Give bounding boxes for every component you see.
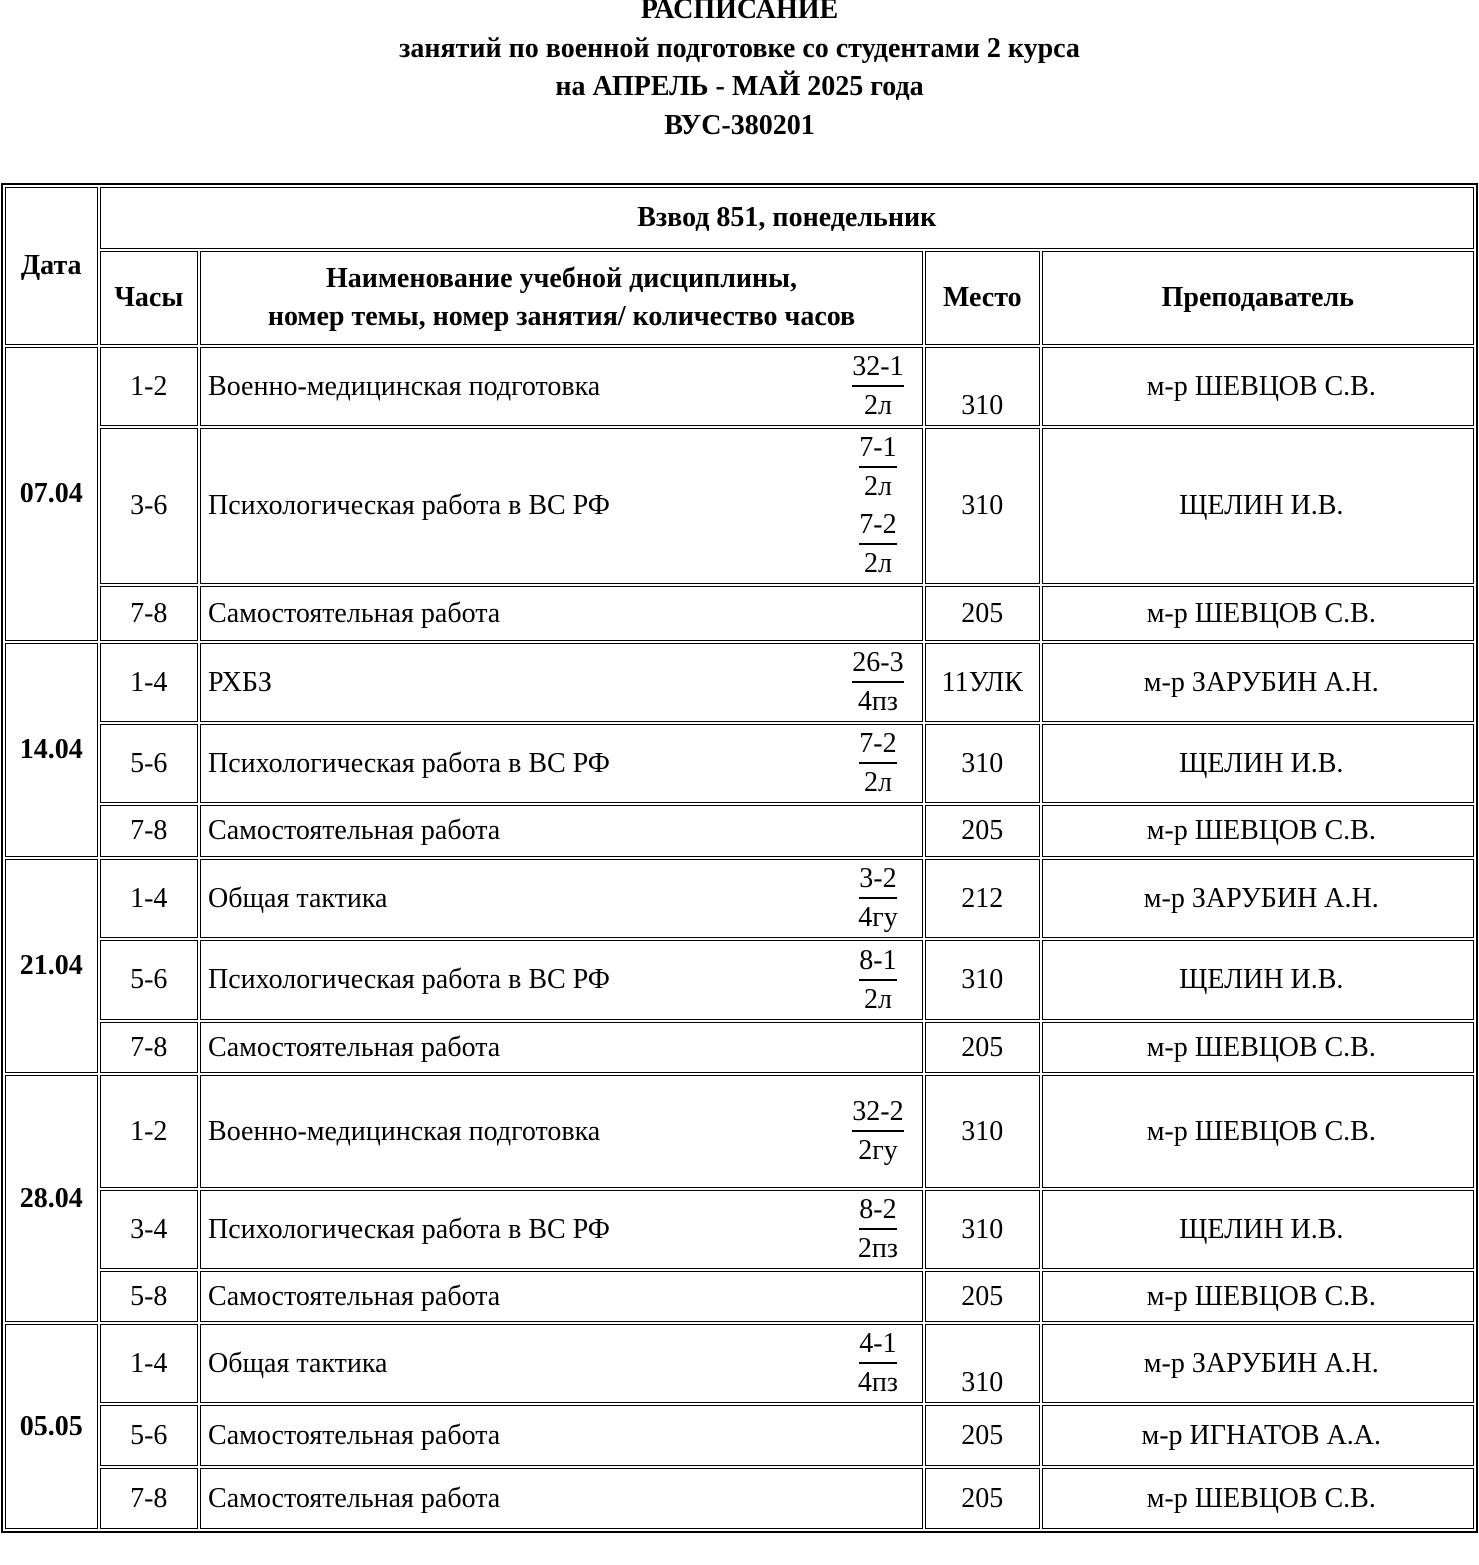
lesson-codes — [834, 644, 922, 721]
discipline-header-line2: номер темы, номер занятия/ количество часов — [267, 301, 856, 332]
schedule-table — [1, 183, 1478, 1533]
hours-cell: 1-2 — [100, 1075, 199, 1188]
discipline-name: Психологическая работа в ВС РФ — [208, 747, 610, 779]
table-row — [5, 859, 1474, 938]
table-row — [5, 347, 1474, 426]
teacher-cell: ЩЕЛИН И.В. — [1042, 428, 1474, 584]
lesson-codes — [834, 429, 922, 583]
discipline-name: Самостоятельная работа — [208, 1482, 501, 1514]
topic-lesson-number: 32-2 — [852, 1094, 903, 1132]
column-header-date: Дата — [5, 187, 98, 345]
lesson-codes — [834, 725, 922, 802]
table-row — [5, 1405, 1474, 1466]
discipline-name: Общая тактика — [208, 1347, 388, 1379]
hours-cell: 7-8 — [100, 805, 199, 857]
teacher-cell: м-р ЗАРУБИН А.Н. — [1042, 643, 1474, 722]
hours-cell: 5-6 — [100, 1405, 199, 1466]
document-heading — [0, 0, 1479, 145]
place-cell: 310 — [925, 1324, 1040, 1403]
discipline-cell — [200, 1075, 923, 1188]
discipline-cell — [200, 805, 923, 857]
teacher-cell: м-р ШЕВЦОВ С.В. — [1042, 1271, 1474, 1322]
place-cell: 310 — [925, 724, 1040, 803]
date-cell: 28.04 — [5, 1075, 98, 1322]
discipline-cell — [200, 347, 923, 426]
discipline-cell — [200, 1190, 923, 1269]
discipline-cell — [200, 586, 923, 641]
discipline-cell — [200, 1405, 923, 1466]
hours-cell: 1-4 — [100, 859, 199, 938]
lesson-codes — [834, 1191, 922, 1268]
heading-specialty: ВУС-380201 — [664, 109, 815, 141]
date-cell: 21.04 — [5, 859, 98, 1073]
table-row — [5, 586, 1474, 641]
table-row — [5, 1075, 1474, 1188]
table-row — [5, 1468, 1474, 1529]
table-row — [5, 724, 1474, 803]
place-cell: 310 — [925, 1075, 1040, 1188]
discipline-name: Самостоятельная работа — [208, 1280, 501, 1312]
table-row — [5, 1271, 1474, 1322]
place-cell: 212 — [925, 859, 1040, 938]
hours-type: 4гу — [858, 902, 898, 933]
discipline-cell — [200, 428, 923, 584]
hours-cell: 3-4 — [100, 1190, 199, 1269]
hours-cell: 1-2 — [100, 347, 199, 426]
topic-lesson-number: 4-1 — [859, 1326, 896, 1364]
lesson-codes — [834, 1093, 922, 1170]
hours-cell: 1-4 — [100, 1324, 199, 1403]
place-cell: 205 — [925, 1405, 1040, 1466]
hours-type: 4пз — [857, 686, 898, 717]
discipline-cell — [200, 859, 923, 938]
discipline-name: Военно-медицинская подготовка — [208, 1115, 601, 1147]
teacher-cell: м-р ШЕВЦОВ С.В. — [1042, 586, 1474, 641]
teacher-cell: ЩЕЛИН И.В. — [1042, 1190, 1474, 1269]
discipline-name: Общая тактика — [208, 882, 388, 914]
teacher-cell: ЩЕЛИН И.В. — [1042, 724, 1474, 803]
column-header-hours: Часы — [100, 251, 199, 345]
teacher-cell: м-р ШЕВЦОВ С.В. — [1042, 805, 1474, 857]
place-cell: 205 — [925, 1271, 1040, 1322]
place-cell: 310 — [925, 1190, 1040, 1269]
discipline-name: Самостоятельная работа — [208, 1031, 501, 1063]
topic-lesson-number: 32-1 — [852, 349, 903, 387]
discipline-cell — [200, 1324, 923, 1403]
platoon-header: Взвод 851, понедельник — [100, 187, 1475, 249]
teacher-cell: м-р ШЕВЦОВ С.В. — [1042, 1075, 1474, 1188]
hours-cell: 5-6 — [100, 724, 199, 803]
place-cell: 205 — [925, 1022, 1040, 1073]
hours-cell: 7-8 — [100, 1468, 199, 1529]
hours-type: 2л — [863, 983, 892, 1015]
topic-lesson-number: 7-1 — [859, 430, 896, 468]
hours-type: 2л — [863, 390, 892, 421]
discipline-cell — [200, 643, 923, 722]
table-row — [5, 805, 1474, 857]
discipline-name: Психологическая работа в ВС РФ — [208, 964, 610, 996]
discipline-name: Самостоятельная работа — [208, 1419, 501, 1451]
hours-type: 2гу — [858, 1135, 898, 1166]
column-header-discipline — [200, 251, 923, 345]
teacher-cell: ЩЕЛИН И.В. — [1042, 940, 1474, 1020]
teacher-cell: м-р ШЕВЦОВ С.В. — [1042, 1468, 1474, 1529]
lesson-codes — [834, 942, 922, 1019]
table-row — [5, 428, 1474, 584]
place-cell: 310 — [925, 428, 1040, 584]
place-cell: 11УЛК — [925, 643, 1040, 722]
hours-type: 2л — [863, 548, 892, 579]
table-row — [5, 643, 1474, 722]
table-row — [5, 1324, 1474, 1403]
discipline-cell — [200, 724, 923, 803]
schedule-body — [5, 347, 1474, 1529]
hours-type: 2л — [863, 471, 892, 502]
topic-lesson-number: 7-2 — [859, 507, 896, 545]
hours-cell: 3-6 — [100, 428, 199, 584]
lesson-codes — [834, 860, 922, 937]
discipline-cell — [200, 940, 923, 1020]
teacher-cell: м-р ЗАРУБИН А.Н. — [1042, 859, 1474, 938]
hours-type: 4пз — [857, 1367, 898, 1398]
table-row — [5, 1022, 1474, 1073]
date-cell: 05.05 — [5, 1324, 98, 1529]
topic-lesson-number: 26-3 — [852, 645, 903, 683]
topic-lesson-number: 8-2 — [859, 1192, 896, 1230]
heading-title: РАСПИСАНИЕ — [640, 0, 839, 25]
topic-lesson-number: 8-1 — [859, 943, 896, 981]
place-cell: 310 — [925, 940, 1040, 1020]
teacher-cell: м-р ИГНАТОВ А.А. — [1042, 1405, 1474, 1466]
discipline-name: Самостоятельная работа — [208, 597, 501, 629]
place-cell: 310 — [925, 347, 1040, 426]
hours-type: 2пз — [857, 1233, 898, 1264]
place-cell: 205 — [925, 586, 1040, 641]
hours-cell: 5-6 — [100, 940, 199, 1020]
place-cell: 205 — [925, 1468, 1040, 1529]
column-header-place: Место — [925, 251, 1040, 345]
discipline-name: Психологическая работа в ВС РФ — [208, 1213, 610, 1245]
discipline-cell — [200, 1271, 923, 1322]
hours-type: 2л — [863, 767, 892, 798]
heading-period: на АПРЕЛЬ - МАЙ 2025 года — [555, 71, 924, 102]
teacher-cell: м-р ШЕВЦОВ С.В. — [1042, 347, 1474, 426]
teacher-cell: м-р ШЕВЦОВ С.В. — [1042, 1022, 1474, 1073]
discipline-name: РХБЗ — [208, 666, 272, 698]
table-row — [5, 1190, 1474, 1269]
date-cell: 14.04 — [5, 643, 98, 857]
column-header-teacher: Преподаватель — [1042, 251, 1474, 345]
discipline-cell — [200, 1468, 923, 1529]
table-row — [5, 940, 1474, 1020]
place-cell: 205 — [925, 805, 1040, 857]
topic-lesson-number: 7-2 — [859, 726, 896, 764]
topic-lesson-number: 3-2 — [859, 861, 896, 899]
hours-cell: 1-4 — [100, 643, 199, 722]
discipline-name: Психологическая работа в ВС РФ — [208, 490, 610, 522]
hours-cell: 5-8 — [100, 1271, 199, 1322]
hours-cell: 7-8 — [100, 586, 199, 641]
lesson-codes — [834, 1325, 922, 1402]
teacher-cell: м-р ЗАРУБИН А.Н. — [1042, 1324, 1474, 1403]
lesson-codes — [834, 348, 922, 425]
discipline-name: Самостоятельная работа — [208, 815, 501, 847]
discipline-cell — [200, 1022, 923, 1073]
hours-cell: 7-8 — [100, 1022, 199, 1073]
heading-subtitle: занятий по военной подготовке со студентами 2 курса — [399, 32, 1080, 64]
discipline-name: Военно-медицинская подготовка — [208, 370, 601, 402]
date-cell: 07.04 — [5, 347, 98, 641]
discipline-header-line1: Наименование учебной дисциплины, — [325, 263, 798, 295]
